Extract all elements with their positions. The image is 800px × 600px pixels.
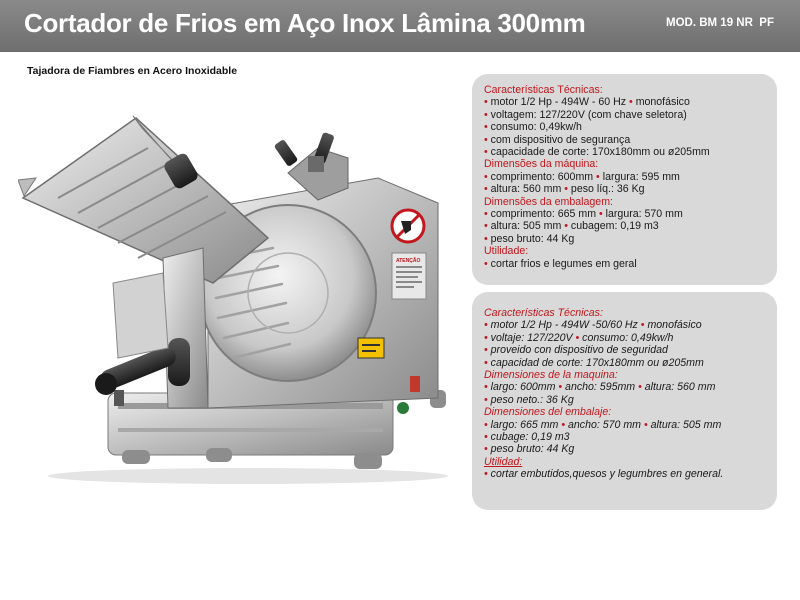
bullet-icon: • <box>484 443 491 456</box>
spec-item <box>484 431 767 443</box>
bullet-icon: • <box>484 331 491 344</box>
spec-text: peso líq.: 36 Kg <box>570 183 645 196</box>
spec-text: comprimento: 665 mm <box>490 208 597 221</box>
spec-text: motor 1/2 Hp - 494W - 60 Hz <box>490 96 627 109</box>
bullet-icon: • <box>626 96 636 109</box>
meat-slicer-photo <box>18 108 458 488</box>
spec-text: cubage: 0,19 m3 <box>490 431 570 444</box>
spec-item <box>484 319 767 331</box>
bullet-icon: • <box>572 331 583 344</box>
spec-text: largura: 570 mm <box>605 208 683 221</box>
spec-text: com dispositivo de segurança <box>490 133 631 146</box>
bullet-icon: • <box>596 208 606 221</box>
spec-item <box>484 357 767 369</box>
spec-text: monofásico <box>635 96 690 109</box>
spec-item <box>484 332 767 344</box>
spec-text: ancho: 595mm <box>565 381 636 394</box>
spec-text: altura: 505 mm <box>650 418 722 431</box>
bullet-icon: • <box>484 108 491 121</box>
spec-text: proveido con dispositivo de seguridad <box>490 344 668 357</box>
section-heading: Dimensiones del embalaje: <box>484 406 612 419</box>
bullet-icon: • <box>484 170 491 183</box>
spec-item <box>484 258 767 270</box>
spec-item <box>484 381 767 393</box>
spec-text: capacidad de corte: 170x180mm ou ø205mm <box>490 356 704 369</box>
section-heading: Utilidade: <box>484 245 529 258</box>
spec-item <box>484 121 767 133</box>
spec-item <box>484 220 767 232</box>
bullet-icon: • <box>484 96 491 109</box>
spec-text: peso bruto: 44 Kg <box>490 232 575 245</box>
bullet-icon: • <box>484 319 491 332</box>
spec-item <box>484 109 767 121</box>
bullet-icon: • <box>484 208 491 221</box>
spec-text: voltagem: 127/220V (com chave seletora) <box>490 108 687 121</box>
bullet-icon: • <box>484 133 491 146</box>
spec-item <box>484 146 767 158</box>
spec-item <box>484 233 767 245</box>
bullet-icon: • <box>484 257 491 270</box>
spec-item <box>484 183 767 195</box>
spec-text: largo: 600mm <box>490 381 556 394</box>
spec-item <box>484 171 767 183</box>
bullet-icon: • <box>558 418 568 431</box>
specs-panel-portuguese <box>472 74 777 285</box>
spec-item <box>484 443 767 455</box>
spec-item <box>484 394 767 406</box>
bullet-icon: • <box>561 220 571 233</box>
spec-text: peso neto.: 36 Kg <box>490 393 574 406</box>
spec-text: altura: 505 mm <box>490 220 562 233</box>
spanish-subtitle: Tajadora de Fiambres en Acero Inoxidable <box>27 65 238 77</box>
spec-item <box>484 468 767 480</box>
bullet-icon: • <box>484 468 491 481</box>
bullet-icon: • <box>555 381 566 394</box>
spec-text: altura: 560 mm <box>644 381 716 394</box>
spec-text: altura: 560 mm <box>490 183 562 196</box>
bullet-icon: • <box>637 319 648 332</box>
bullet-icon: • <box>484 344 491 357</box>
section-heading: Características Técnicas: <box>484 307 603 319</box>
bullet-icon: • <box>484 431 491 444</box>
page-title: Cortador de Frios em Aço Inox Lâmina 300mm <box>24 8 586 38</box>
bullet-icon: • <box>641 418 651 431</box>
bullet-icon: • <box>593 170 603 183</box>
bullet-icon: • <box>484 393 491 406</box>
specs-panel-spanish <box>472 292 777 510</box>
spec-text: peso bruto: 44 Kg <box>490 443 575 456</box>
spec-text: largo: 665 mm <box>490 418 559 431</box>
bullet-icon: • <box>484 232 491 245</box>
spec-text: largura: 595 mm <box>602 170 680 183</box>
model-code: MOD. BM 19 NR PF <box>666 17 774 29</box>
bullet-icon: • <box>484 183 491 196</box>
spec-text: consumo: 0,49kw/h <box>582 331 674 344</box>
spec-item <box>484 96 767 108</box>
spec-text: capacidade de corte: 170x180mm ou ø205mm <box>490 146 710 159</box>
bullet-icon: • <box>484 220 491 233</box>
section-heading: Dimensões da embalagem: <box>484 195 613 208</box>
spec-text: consumo: 0,49kw/h <box>490 121 582 134</box>
bullet-icon: • <box>561 183 571 196</box>
spec-text: ancho: 570 mm <box>567 418 642 431</box>
bullet-icon: • <box>484 146 491 159</box>
header-bar <box>0 0 800 52</box>
spec-item <box>484 134 767 146</box>
spec-text: cubagem: 0,19 m3 <box>570 220 659 233</box>
spec-item <box>484 419 767 431</box>
section-heading: Utilidad: <box>484 455 523 468</box>
section-heading: Dimensiones de la maquina: <box>484 369 618 382</box>
warning-label: ATENÇÃO <box>396 258 421 264</box>
bullet-icon: • <box>484 418 491 431</box>
spec-text: cortar frios e legumes em geral <box>490 257 637 270</box>
spec-text: motor 1/2 Hp - 494W -50/60 Hz <box>490 319 638 332</box>
bullet-icon: • <box>484 121 491 134</box>
spec-item <box>484 208 767 220</box>
spec-text: voltaje: 127/220V <box>490 331 573 344</box>
spec-text: cortar embutidos,quesos y legumbres en general. <box>490 468 724 481</box>
bullet-icon: • <box>484 381 491 394</box>
bullet-icon: • <box>484 356 491 369</box>
spec-item <box>484 344 767 356</box>
bullet-icon: • <box>635 381 645 394</box>
spec-text: comprimento: 600mm <box>490 170 594 183</box>
section-heading: Dimensões da máquina: <box>484 158 599 171</box>
spec-text: monofásico <box>647 319 702 332</box>
section-heading: Características Técnicas: <box>484 84 603 96</box>
